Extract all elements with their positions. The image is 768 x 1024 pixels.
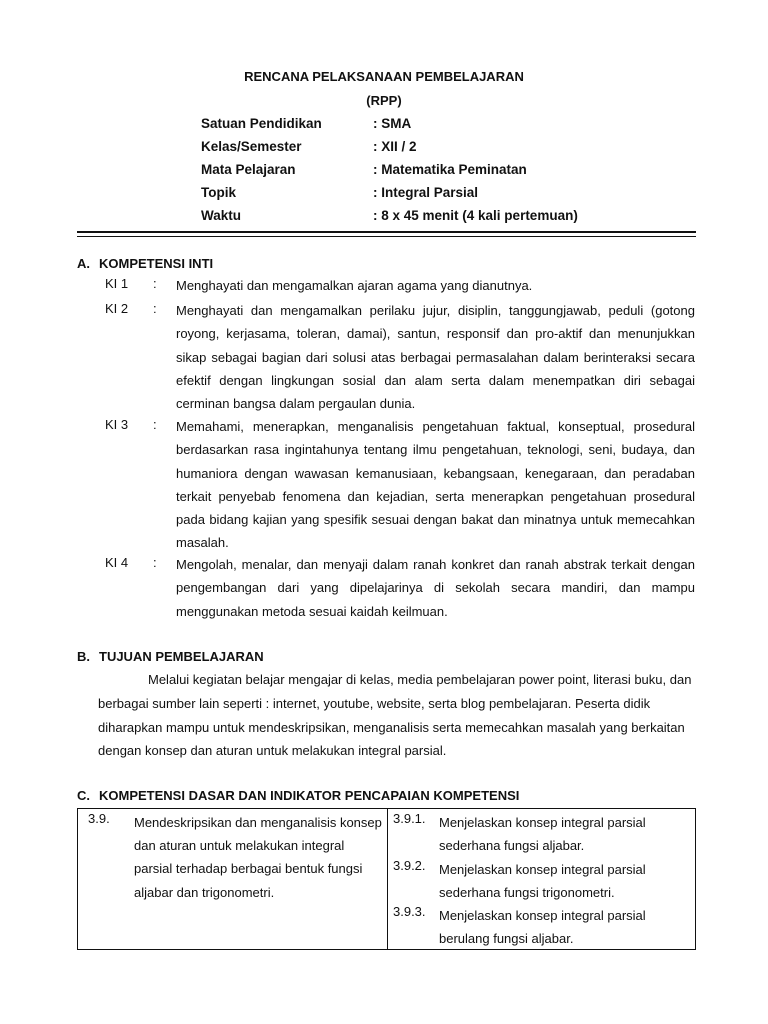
indicator-item bbox=[388, 809, 695, 856]
section-b-heading bbox=[77, 649, 264, 664]
ki-code: KI 1 bbox=[105, 276, 129, 291]
kompetensi-dasar-table bbox=[77, 808, 696, 950]
ki-text: Menghayati dan mengamalkan ajaran agama yang dianutnya. bbox=[176, 278, 533, 293]
meta-value: : XII / 2 bbox=[373, 139, 417, 154]
meta-value: : 8 x 45 menit (4 kali pertemuan) bbox=[373, 208, 578, 223]
ki-text: Menghayati dan mengamalkan perilaku jujur, disiplin, tanggungjawab, peduli (gotong royong, kerjasama, toleran, damai), santun, responsif dan pro-aktif dan menunjukkan sikap sebagai bagian dari solusi atas berbagai permasalahan dalam berinteraksi secara efektif dengan lingkungan sosial dan alam serta dalam menempatkan diri sebagai cerminan bangsa dalam pergaulan dunia. bbox=[176, 303, 695, 412]
section-letter: C. bbox=[77, 788, 90, 803]
ki-text: Memahami, menerapkan, menganalisis pengetahuan faktual, konseptual, prosedural berdasarkan rasa ingintahunya tentang ilmu pengetahuan, teknologi, seni, budaya, dan humaniora dengan wawasan kemanusiaan, kebangsaan, kenegaraan, dan peradaban terkait penyebab fenomena dan kejadian, serta menerapkan pengetahuan prosedural pada bidang kajian yang spesifik sesuai dengan bakat dan minatnya untuk memecahkan masalah. bbox=[176, 419, 695, 551]
section-title: KOMPETENSI INTI bbox=[99, 256, 214, 271]
kd-text: Mendeskripsikan dan menganalisis konsep dan aturan untuk melakukan integral parsial terhadap berbagai bentuk fungsi aljabar dan trigonometri. bbox=[134, 815, 382, 900]
ki-text: Mengolah, menalar, dan menyaji dalam ranah konkret dan ranah abstrak terkait dengan pengembangan dari yang dipelajarinya di sekolah secara mandiri, dan mampu menggunakan metoda sesuai kaidah keilmuan. bbox=[176, 557, 695, 619]
tujuan-paragraph bbox=[98, 668, 696, 763]
indicator-text: Menjelaskan konsep integral parsial sederhana fungsi aljabar. bbox=[439, 815, 646, 854]
section-letter: B. bbox=[77, 649, 90, 664]
ki-colon: : bbox=[153, 417, 157, 432]
document-title: RENCANA PELAKSANAAN PEMBELAJARAN bbox=[244, 69, 524, 84]
indicator-cell bbox=[388, 809, 696, 950]
header-divider-thick bbox=[77, 231, 696, 233]
ki-colon: : bbox=[153, 555, 157, 570]
indicator-number: 3.9.3. bbox=[393, 904, 426, 919]
meta-value: : Integral Parsial bbox=[373, 185, 479, 200]
ki-colon: : bbox=[153, 301, 157, 316]
meta-value: : SMA bbox=[373, 116, 412, 131]
table-row bbox=[78, 809, 696, 950]
tujuan-text: Melalui kegiatan belajar mengajar di kelas, media pembelajaran power point, literasi buku, dan berbagai sumber lain seperti : internet, youtube, website, serta blog pembelajaran. Peserta didik diharapkan mampu untuk mendeskripsikan, menganalisis serta memecahkan masalah yang berkaitan dengan konsep dan aturan untuk melakukan integral parsial. bbox=[98, 672, 692, 759]
ki-code: KI 3 bbox=[105, 417, 129, 432]
indicator-item bbox=[388, 902, 695, 949]
indicator-number: 3.9.1. bbox=[393, 811, 426, 826]
ki-code: KI 2 bbox=[105, 301, 129, 316]
ki-colon: : bbox=[153, 276, 157, 291]
document-subtitle: (RPP) bbox=[366, 93, 402, 108]
header-divider-thin bbox=[77, 236, 696, 237]
kd-number: 3.9. bbox=[88, 811, 110, 826]
section-letter: A. bbox=[77, 256, 90, 271]
meta-label: Kelas/Semester bbox=[201, 139, 302, 154]
section-title: TUJUAN PEMBELAJARAN bbox=[99, 649, 264, 664]
meta-value: : Matematika Peminatan bbox=[373, 162, 527, 177]
indicator-number: 3.9.2. bbox=[393, 857, 426, 873]
meta-label: Waktu bbox=[201, 208, 241, 223]
meta-label: Topik bbox=[201, 185, 236, 200]
section-c-heading bbox=[77, 788, 519, 803]
section-a-heading bbox=[77, 256, 213, 271]
kd-cell bbox=[78, 809, 388, 950]
meta-label: Mata Pelajaran bbox=[201, 162, 296, 177]
section-title: KOMPETENSI DASAR DAN INDIKATOR PENCAPAIAN KOMPETENSI bbox=[99, 788, 520, 803]
indicator-text: Menjelaskan konsep integral parsial sederhana fungsi trigonometri. bbox=[439, 861, 646, 900]
ki-code: KI 4 bbox=[105, 555, 129, 570]
indicator-text: Menjelaskan konsep integral parsial berulang fungsi aljabar. bbox=[439, 908, 646, 947]
indicator-item bbox=[388, 856, 695, 903]
meta-label: Satuan Pendidikan bbox=[201, 116, 322, 131]
